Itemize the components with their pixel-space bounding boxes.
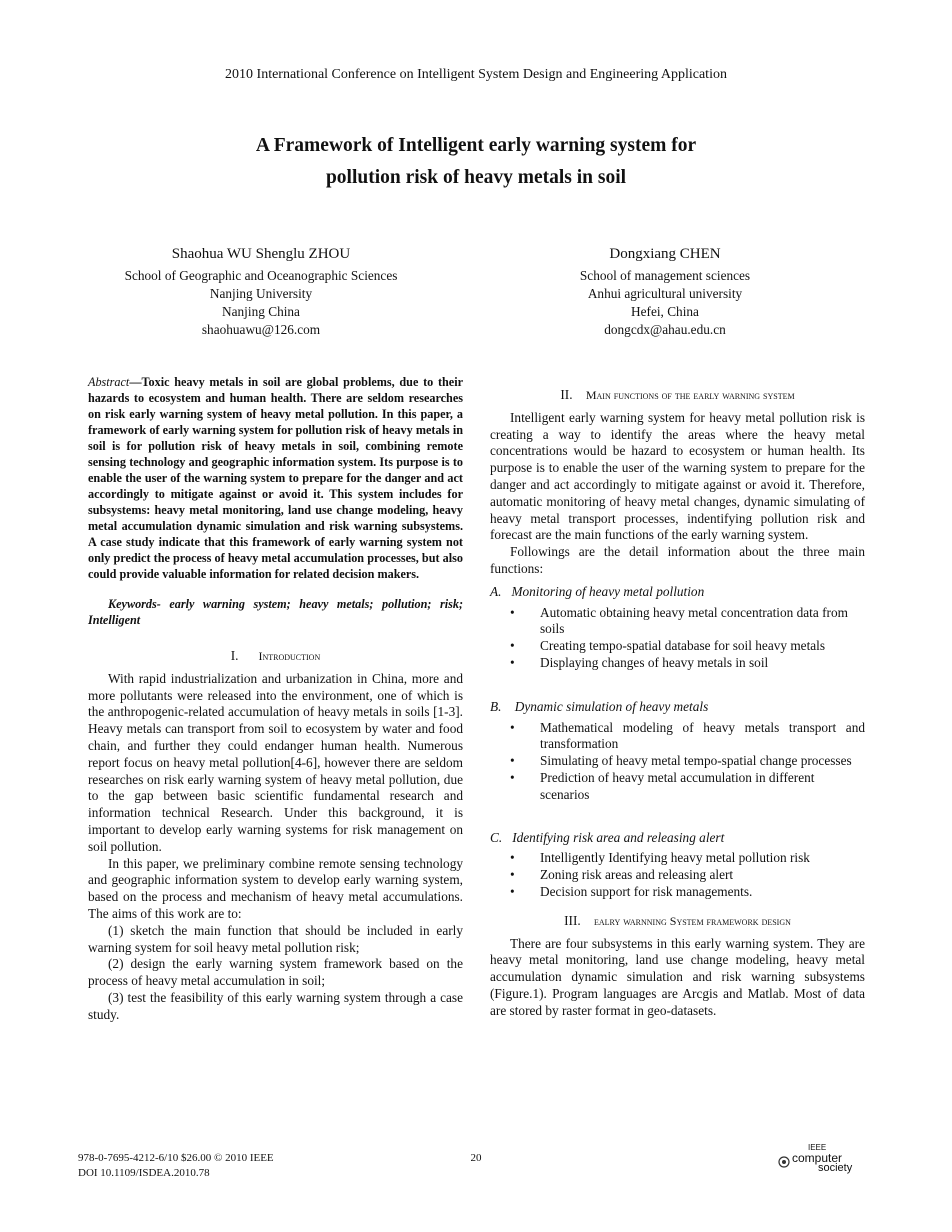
title-line-1: A Framework of Intelligent early warning system for <box>255 135 697 156</box>
bullet-list-c <box>490 850 865 900</box>
right-column <box>490 387 865 1020</box>
list-item: • Displaying changes of heavy metals in soil <box>490 655 865 672</box>
author-affiliation-line: Hefei, China <box>631 304 699 319</box>
author-name: Dongxiang CHEN <box>609 246 721 262</box>
abstract-text: Toxic heavy metals in soil are global problems, due to their hazards to ecosystem and human health. There are seldom researches on risk early warning system of heavy metal pollution. In this paper, a framework of early warning system for pollution risk of heavy metals in soil is for pollution risk of heavy metals in soil, combining remote sensing technology and geographic information system. Its purpose is to enable the user of the warning system to prepare for the danger and act accordingly to mitigate against or avoid it. This system includes for subsystems: heavy metal monitoring, land use change modeling, heavy metal accumulation dynamic simulation and risk warning subsystems. A case study indicate that this framework of early warning system not only predict the process of heavy metal accumulation processes, but also could provide valuable information for related decision makers. <box>88 375 463 581</box>
list-item: • Decision support for risk managements. <box>490 884 865 901</box>
section-paragraph: Followings are the detail information about the three main functions: <box>490 544 865 576</box>
intro-aim-item: (2) design the early warning system framework based on the process of heavy metal accumulation in soil; <box>88 956 463 989</box>
title-line-2: pollution risk of heavy metals in soil <box>325 167 627 188</box>
abstract: Abstract—Toxic heavy metals in soil are global problems, due to their hazards to ecosystem and human health. There are seldom researches on risk early warning system of heavy metal pollution. In this paper, a framework of early warning system for pollution risk of heavy metals in soil is for pollution risk of heavy metals in soil, combining remote sensing technology and geographic information system. Its purpose is to enable the user of the warning system to prepare for the danger and act accordingly to mitigate against or avoid it. This system includes for subsystems: heavy metal monitoring, land use change modeling, heavy metal accumulation dynamic simulation and risk warning subsystems. A case study indicate that this framework of early warning system not only predict the process of heavy metal accumulation processes, but also could provide valuable information for related decision makers. <box>88 375 463 581</box>
list-item: • Creating tempo-spatial database for soil heavy metals <box>490 638 865 655</box>
intro-paragraph: With rapid industrialization and urbanization in China, more and more pollutants were released into the environment, one of which is the anthropogenic-related accumulation of heavy metals in soils [1-3]. Heavy metals can transport from soil to ecosystem by water and food chain, and further they could endanger human health. Numerous report focus on heavy metal pollution[4-6], however there are seldom researches on risk early warning system of heavy metal pollution, due to the gap between basic scientific fundamental research and information technical Research. Under this background, it is important to develop early warning systems for risk management on soil pollution. <box>88 670 463 854</box>
keywords: Keywords- early warning system; heavy metals; pollution; risk; Intelligent <box>88 597 463 627</box>
author-block-2 <box>470 245 860 339</box>
author-block-1 <box>70 245 452 339</box>
list-item: • Prediction of heavy metal accumulation in different scenarios <box>490 770 865 804</box>
list-item: • Intelligently Identifying heavy metal pollution risk <box>490 850 865 867</box>
abstract-label: Abstract <box>88 375 130 389</box>
logo-ieee-text: IEEE <box>808 1143 827 1152</box>
section-heading-introduction: I. Introduction <box>230 648 321 663</box>
author-affiliation-line: School of Geographic and Oceanographic Sciences <box>124 268 398 283</box>
isbn-line: 978-0-7695-4212-6/10 $26.00 © 2010 IEEE <box>78 1152 274 1164</box>
list-item: • Automatic obtaining heavy metal concentration data from soils <box>490 605 865 639</box>
intro-aim-item: (3) test the feasibility of this early warning system through a case study. <box>88 989 463 1022</box>
author-name: Shaohua WU Shenglu ZHOU <box>171 246 351 262</box>
author-affiliation-line: School of management sciences <box>579 268 751 283</box>
intro-aim-item: (1) sketch the main function that should be included in early warning system for soil heavy metal pollution risk; <box>88 922 463 955</box>
logo-society-text: society <box>818 1162 853 1174</box>
ieee-computer-society-logo <box>776 1144 876 1178</box>
conference-header: 2010 International Conference on Intelligent System Design and Engineering Application <box>225 67 727 82</box>
section-paragraph: There are four subsystems in this early warning system. They are heavy metal monitoring, land use change modeling, heavy metal accumulation dynamic simulation and risk warning subsystems (Figure.1). Program languages are Arcgis and Matlab. Most of data are stored by raster format in geo-datasets. <box>490 935 865 1018</box>
subsection-heading-c: C. Identifying risk area and releasing alert <box>490 829 725 845</box>
author-email: shaohuawu@126.com <box>201 322 321 337</box>
author-affiliation-line: Nanjing China <box>222 304 300 319</box>
author-affiliation-line: Anhui agricultural university <box>587 286 743 301</box>
list-item: • Mathematical modeling of heavy metals transport and transformation <box>490 720 865 754</box>
author-email: dongcdx@ahau.edu.cn <box>604 322 726 337</box>
section-heading-main-functions: II. Main functions of the early warning system <box>560 387 795 402</box>
bullet-list-b <box>490 720 865 804</box>
page-number: 20 <box>470 1152 482 1164</box>
subsection-heading-a: A. Monitoring of heavy metal pollution <box>490 583 705 599</box>
subsection-heading-b: B. Dynamic simulation of heavy metals <box>490 698 709 714</box>
section-paragraph: Intelligent early warning system for heavy metal pollution risk is creating a way to identify the areas where the heavy metal concentrations would be hazard to ecosystem or human health. Its purpose is to enable the user of the warning system to prepare for the danger and act accordingly to mitigate against or avoid it. Therefore, automatic monitoring of heavy metal changes, dynamic simulating of heavy metal transport processes, indentifying pollution risk and forecast are the main functions of the early warning system. <box>490 409 865 543</box>
logo-computer-text: computer <box>792 1151 843 1165</box>
intro-paragraph: In this paper, we preliminary combine remote sensing technology and geographic information system to develop early warning system, based on the process and mechanism of heavy metal accumulations. The aims of this work are to: <box>88 855 463 921</box>
left-column <box>88 374 463 1024</box>
list-item: • Zoning risk areas and releasing alert <box>490 867 865 884</box>
list-item: • Simulating of heavy metal tempo-spatial change processes <box>490 753 865 770</box>
bullet-list-a <box>490 605 865 672</box>
doi-line: DOI 10.1109/ISDEA.2010.78 <box>78 1167 210 1179</box>
footer-left <box>78 1151 274 1181</box>
author-affiliation-line: Nanjing University <box>209 286 313 301</box>
paper-title <box>120 130 832 194</box>
section-heading-framework-design: III. ealry warnning System framework design <box>564 912 791 928</box>
